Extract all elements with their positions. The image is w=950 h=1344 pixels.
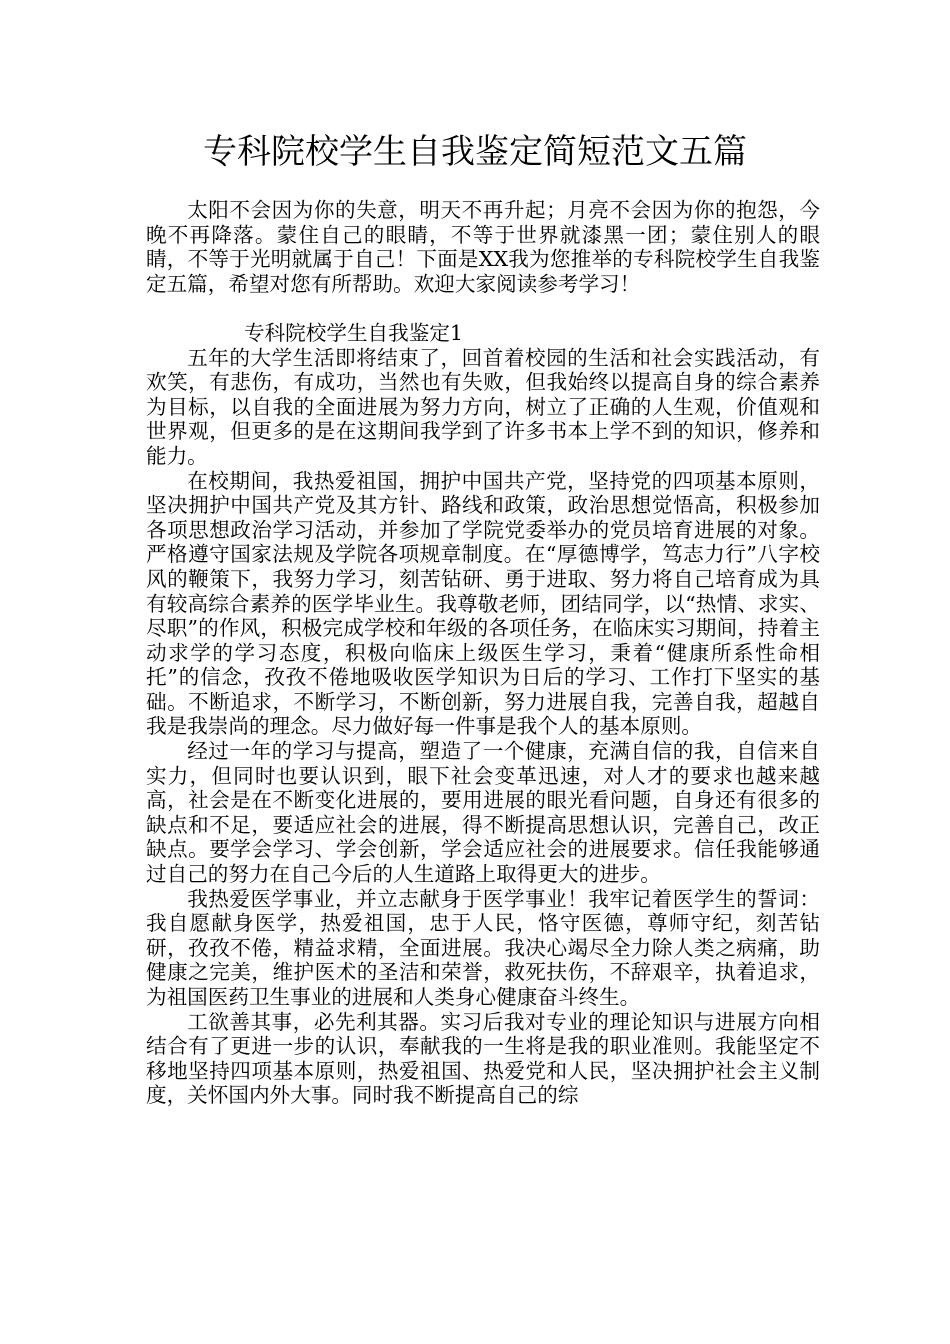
body-paragraph: 在校期间，我热爱祖国，拥护中国共产党，坚持党的四项基本原则，坚决拥护中国共产党及其方针、路线和政策，政治思想觉悟高，积极参加各项思想政治学习活动，并参加了学院党委举办的党员培育进展的对象。严格遵守国家法规及学院各项规章制度。在“厚德博学，笃志力行”八字校风的鞭策下，我努力学习，刻苦钻研、勇于进取、努力将自己培育成为具有较高综合素养的医学毕业生。我尊敬老师，团结同学，以“热情、求实、尽职”的作风，积极完成学校和年级的各项任务，在临床实习期间，持着主动求学的学习态度，积极向临床上级医生学习，秉着“健康所系性命相托”的信念，孜孜不倦地吸收医学知识为日后的学习、工作打下坚实的基础。不断追求，不断学习，不断创新，努力进展自我，完善自我，超越自我是我崇尚的理念。尽力做好每一件事是我个人的基本原则。	[146, 468, 820, 739]
body-paragraph: 工欲善其事，必先利其器。实习后我对专业的理论知识与进展方向相结合有了更进一步的认识，奉献我的一生将是我的职业准则。我能坚定不移地坚持四项基本原则，热爱祖国、热爱党和人民，坚决拥护社会主义制度，关怀国内外大事。同时我不断提高自己的综	[146, 1009, 820, 1108]
body-paragraph: 我热爱医学事业，并立志献身于医学事业！我牢记着医学生的誓词：我自愿献身医学，热爱祖国，忠于人民，恪守医德，尊师守纪，刻苦钻研，孜孜不倦，精益求精，全面进展。我决心竭尽全力除人类之病痛，助健康之完美，维护医术的圣洁和荣誉，救死扶伤，不辞艰辛，执着追求，为祖国医药卫生事业的进展和人类身心健康奋斗终生。	[146, 886, 820, 1009]
section-heading: 专科院校学生自我鉴定1	[244, 320, 464, 345]
document-title: 专科院校学生自我鉴定简短范文五篇	[203, 132, 747, 172]
intro-paragraph: 太阳不会因为你的失意，明天不再升起；月亮不会因为你的抱怨，今晚不再降落。蒙住自己的眼睛，不等于世界就漆黑一团；蒙住别人的眼睛，不等于光明就属于自己！下面是XX我为您推举的专科院校学生自我鉴定五篇，希望对您有所帮助。欢迎大家阅读参考学习！	[146, 198, 820, 296]
body-paragraph: 五年的大学生活即将结束了，回首着校园的生活和社会实践活动，有欢笑，有悲伤，有成功，当然也有失败，但我始终以提高自身的综合素养为目标，以自我的全面进展为努力方向，树立了正确的人生观，价值观和世界观，但更多的是在这期间我学到了许多书本上学不到的知识，修养和能力。	[146, 345, 820, 468]
document-body	[146, 198, 820, 1108]
body-paragraph: 经过一年的学习与提高，塑造了一个健康，充满自信的我，自信来自实力，但同时也要认识到，眼下社会变革迅速，对人才的要求也越来越高，社会是在不断变化进展的，要用进展的眼光看问题，自身还有很多的缺点和不足，要适应社会的进展，得不断提高思想认识，完善自己，改正缺点。要学会学习、学会创新，学会适应社会的进展要求。信任我能够通过自己的努力在自己今后的人生道路上取得更大的进步。	[146, 739, 820, 887]
